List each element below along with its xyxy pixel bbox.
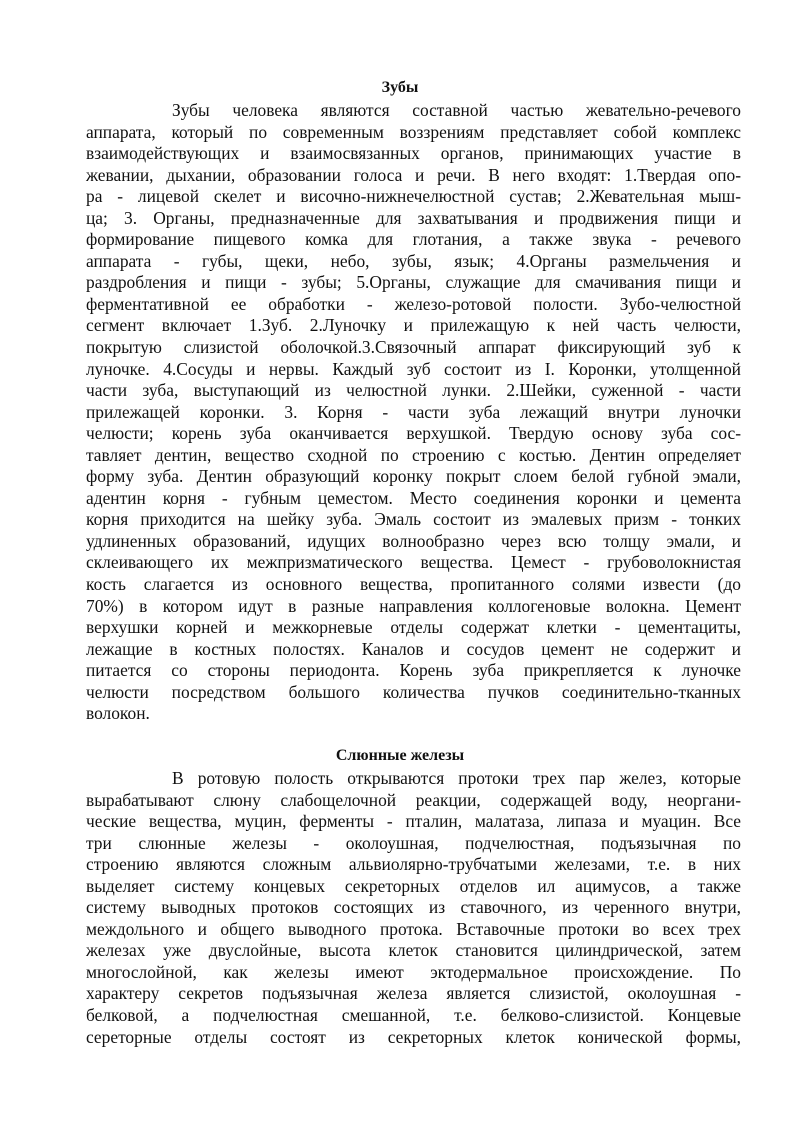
text-line: три слюнные железы - околоушная, подчелюстная, подъязычная по — [86, 832, 741, 853]
text-line: железах уже двуслойные, высота клеток становится цилиндрической, затем — [86, 940, 741, 961]
text-line: вырабатывают слюну слабощелочной реакции, содержащей воду, неоргани- — [86, 789, 741, 810]
text-line: жевании, дыхании, образовании голоса и речи. В него входят: 1.Твердая опо- — [86, 164, 741, 185]
text-line: ца; 3. Органы, предназначенные для захватывания и продвижения пищи и — [86, 207, 741, 228]
text-line: удлиненных образований, идущих волнообразно через всю толщу эмали, и — [86, 530, 741, 551]
text-line: характеру секретов подъязычная железа является слизистой, околоушная - — [86, 983, 741, 1004]
text-line: В ротовую полость открываются протоки трех пар желез, которые — [172, 768, 741, 788]
paragraph-teeth — [86, 100, 741, 725]
text-line: челюсти посредством большого количества пучков соединительно-тканных — [86, 681, 741, 702]
text-line: тавляет дентин, вещество сходной по строению с костью. Дентин определяет — [86, 444, 741, 465]
text-line: прилежащей коронки. 3. Корня - части зуба лежащий внутри луночки — [86, 401, 741, 422]
section-title-salivary-glands: Слюнные железы — [335, 747, 465, 764]
paragraph-salivary-glands — [86, 768, 741, 1048]
text-line: выделяет систему концевых секреторных отделов ил ацимусов, а также — [86, 875, 741, 896]
text-line: формирование пищевого комка для глотания, а также звука - речевого — [86, 229, 741, 250]
text-line: белковой, а подчелюстная смешанной, т.е. белково-слизистой. Концевые — [86, 1005, 741, 1026]
text-line: Зубы человека являются составной частью жевательно-речевого — [172, 100, 741, 120]
text-line: челюсти; корень зуба оканчивается верхушкой. Твердую основу зуба сос- — [86, 423, 741, 444]
text-line: питается со стороны периодонта. Корень зуба прикрепляется к луночке — [86, 660, 741, 681]
text-line: раздробления и пищи - зубы; 5.Органы, служащие для смачивания пищи и — [86, 272, 741, 293]
section-title-teeth: Зубы — [381, 79, 419, 96]
text-line: верхушки корней и межкорневые отделы содержат клетки - цементациты, — [86, 617, 741, 638]
text-line: волокон. — [86, 703, 150, 724]
text-line: ферментативной ее обработки - железо-ротовой полости. Зубо-челюстной — [86, 293, 741, 314]
text-line: корня приходится на шейку зуба. Эмаль состоит из эмалевых призм - тонких — [86, 509, 741, 530]
text-line: систему выводных протоков состоящих из ставочного, из черенного внутри, — [86, 897, 741, 918]
text-line: ческие вещества, муцин, ферменты - пталин, малатаза, липаза и муацин. Все — [86, 811, 741, 832]
text-line: взаимодействующих и взаимосвязанных органов, принимающих участие в — [86, 143, 741, 164]
text-line: многослойной, как железы имеют эктодермальное происхождение. По — [86, 961, 741, 982]
text-line: форму зуба. Дентин образующий коронку покрыт слоем белой губной эмали, — [86, 466, 741, 487]
text-line: лежащие в костных полостях. Каналов и сосудов цемент не содержит и — [86, 638, 741, 659]
text-line: 70%) в котором идут в разные направления коллогеновые волокна. Цемент — [86, 595, 741, 616]
text-line: сереторные отделы состоят из секреторных клеток конической формы, — [86, 1026, 741, 1047]
text-line: строению являются сложным альвиолярно-трубчатыми железами, т.е. в них — [86, 854, 741, 875]
text-line: аппарата - губы, щеки, небо, зубы, язык; 4.Органы размельчения и — [86, 250, 741, 271]
text-line: кость слагается из основного вещества, пропитанного солями извести (до — [86, 574, 741, 595]
text-line: склеивающего их межпризматического вещества. Цемест - грубоволокнистая — [86, 552, 741, 573]
text-line: сегмент включает 1.Зуб. 2.Луночку и прилежащую к ней часть челюсти, — [86, 315, 741, 336]
text-line: междольного и общего выводного протока. Вставочные протоки во всех трех — [86, 918, 741, 939]
text-line: части зуба, выступающий из челюстной лунки. 2.Шейки, суженной - части — [86, 380, 741, 401]
text-line: ра - лицевой скелет и височно-нижнечелюстной сустав; 2.Жевательная мыш- — [86, 186, 741, 207]
text-line: аппарата, который по современным воззрениям представляет собой комплекс — [86, 121, 741, 142]
text-line: луночке. 4.Сосуды и нервы. Каждый зуб состоит из I. Коронки, утолщенной — [86, 358, 741, 379]
text-line: адентин корня - губным цеместом. Место соединения коронки и цемента — [86, 487, 741, 508]
text-line: покрытую слизистой оболочкой.3.Связочный аппарат фиксирующий зуб к — [86, 337, 741, 358]
